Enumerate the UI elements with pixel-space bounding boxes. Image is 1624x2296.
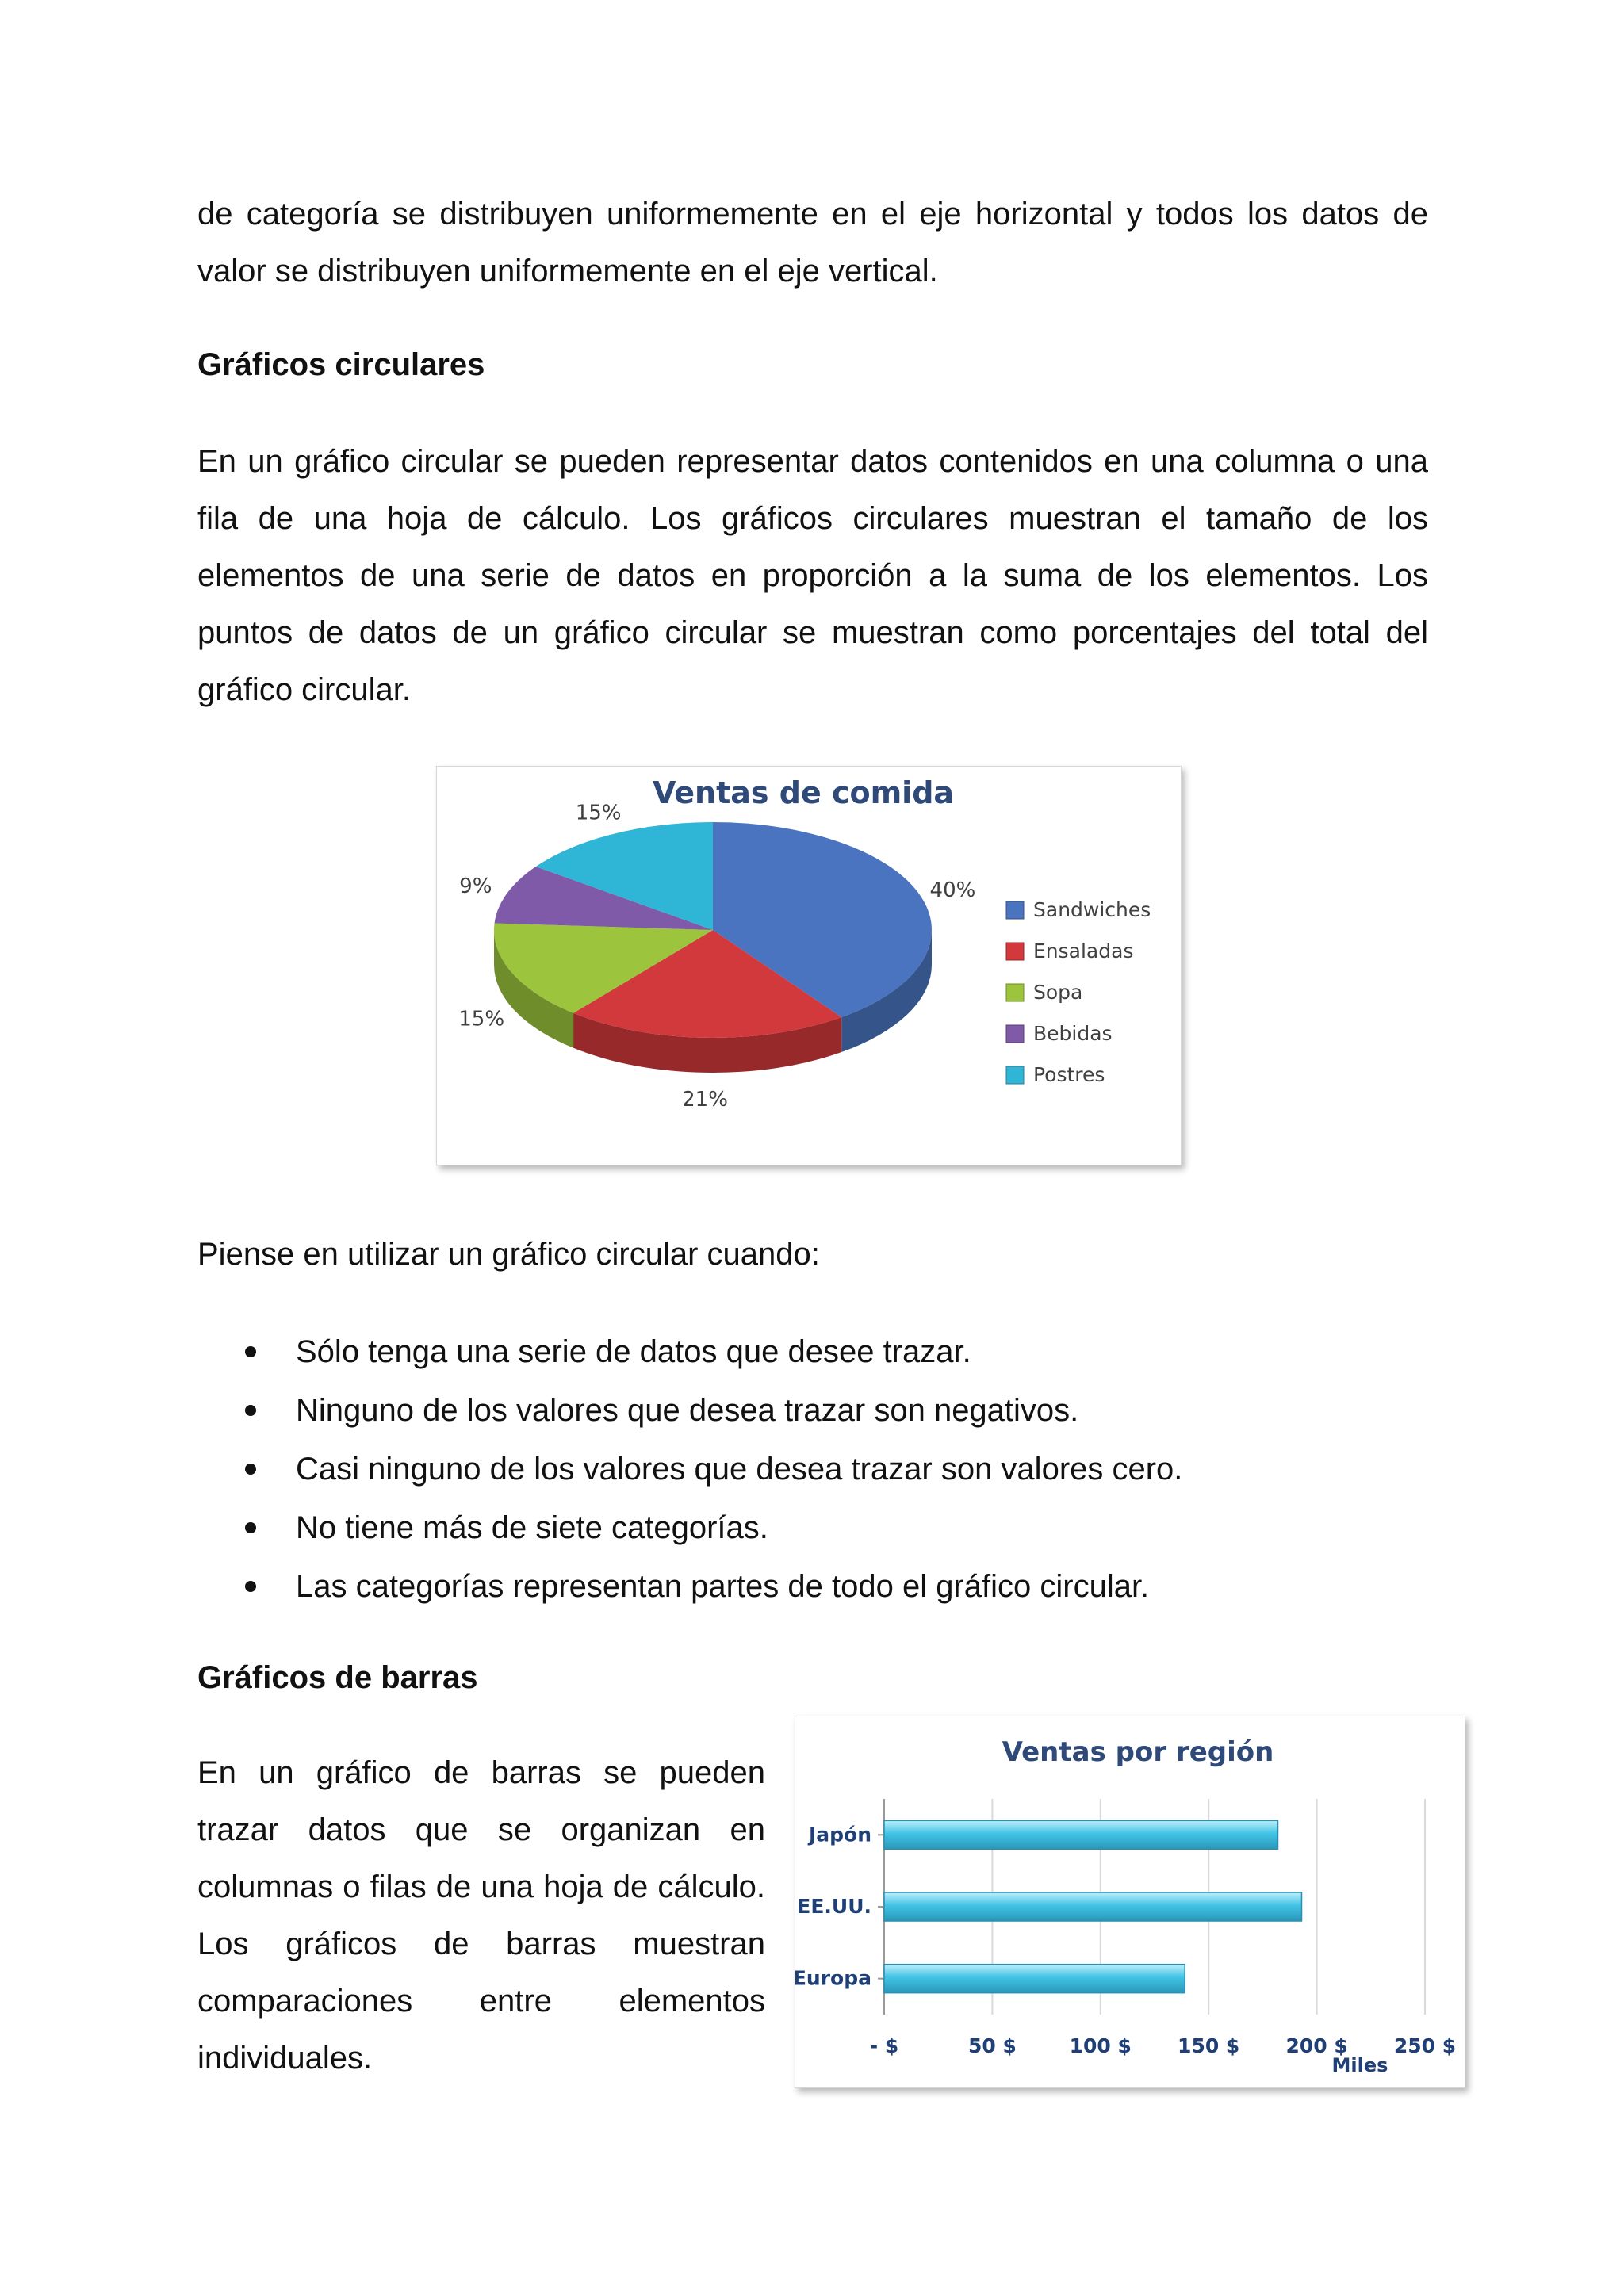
bar-section-paragraph: En un gráfico de barras se pueden trazar datos que se organizan en columnas o filas de una hoja de cálculo. Los gráficos de barras muestran comparaciones entre elementos individuales. (197, 1755, 765, 2076)
pie-chart-frame (436, 766, 1182, 1165)
pie-lead-text: Piense en utilizar un gráfico circular cuando: (197, 1237, 820, 1272)
pie-data-label: 15% (575, 801, 622, 825)
bullet-text: Las categorías representan partes de todo el gráfico circular. (296, 1569, 1150, 1604)
bar (884, 1965, 1185, 1993)
y-category-label: EE.UU. (797, 1895, 871, 1918)
bar-chart-title: Ventas por región (1002, 1736, 1274, 1768)
pie-data-label: 9% (459, 874, 492, 899)
x-tick-label: 200 $ (1285, 2034, 1348, 2057)
legend-swatch-icon (1006, 1025, 1024, 1043)
bullet-text: Casi ninguno de los valores que desea trazar son valores cero. (296, 1452, 1183, 1487)
x-tick-label: 100 $ (1069, 2034, 1132, 2057)
y-category-label: Japón (808, 1823, 871, 1846)
bullet-list (197, 1322, 1182, 1616)
pie-data-label: 40% (929, 878, 976, 903)
bar-chart-frame (795, 1716, 1465, 2088)
bullet-item (197, 1322, 1182, 1381)
x-tick-label: 150 $ (1178, 2034, 1240, 2057)
legend-swatch-icon (1006, 943, 1024, 960)
bullet-text: No tiene más de siete categorías. (296, 1510, 768, 1545)
x-tick-label: 250 $ (1393, 2034, 1457, 2057)
legend-entry: Postres (1033, 1063, 1105, 1086)
pie-section-paragraph: En un gráfico circular se pueden representar datos contenidos en una columna o una fila de una hoja de cálculo. Los gráficos circulares muestran el tamaño de los elementos de una serie de datos en proporción a la suma de los elementos. Los puntos de datos de un gráfico circular se muestran como porcentajes del total del gráfico circular. (197, 444, 1428, 707)
bullet-dot-icon (245, 1522, 256, 1533)
bullet-item (197, 1381, 1182, 1440)
x-tick-label: 50 $ (967, 2034, 1017, 2057)
legend-entry: Sandwiches (1033, 898, 1151, 921)
pie-data-label: 21% (682, 1087, 728, 1112)
legend-entry: Sopa (1033, 981, 1083, 1004)
bar (884, 1820, 1277, 1849)
legend-swatch-icon (1006, 901, 1024, 919)
bullet-text: Ninguno de los valores que desea trazar son negativos. (296, 1393, 1079, 1428)
bullet-dot-icon (245, 1581, 256, 1592)
bullet-item (197, 1557, 1182, 1616)
bar-x-axis-label: Miles (1331, 2054, 1388, 2076)
bar-section-heading: Gráficos de barras (197, 1660, 478, 1695)
bar-chart (795, 1716, 1465, 2087)
bullet-item (197, 1498, 1182, 1557)
legend-entry: Ensaladas (1033, 939, 1134, 962)
pie-section-heading: Gráficos circulares (197, 347, 485, 382)
bullet-dot-icon (245, 1346, 256, 1357)
bullet-dot-icon (245, 1405, 256, 1416)
pie-chart (437, 767, 1181, 1165)
bullet-dot-icon (245, 1464, 256, 1475)
legend-entry: Bebidas (1033, 1022, 1113, 1045)
pie-chart-title: Ventas de comida (652, 775, 955, 810)
x-tick-label: - $ (869, 2034, 899, 2057)
bar (884, 1892, 1302, 1921)
bullet-text: Sólo tenga una serie de datos que desee trazar. (296, 1334, 971, 1369)
legend-swatch-icon (1006, 984, 1024, 1001)
y-category-label: Europa (795, 1966, 871, 1990)
pie-data-label: 15% (458, 1007, 505, 1031)
legend-swatch-icon (1006, 1066, 1024, 1084)
bullet-item (197, 1440, 1182, 1498)
intro-paragraph: de categoría se distribuyen uniformemente en el eje horizontal y todos los datos de valor se distribuyen uniformemente en el eje vertical. (197, 197, 1428, 289)
